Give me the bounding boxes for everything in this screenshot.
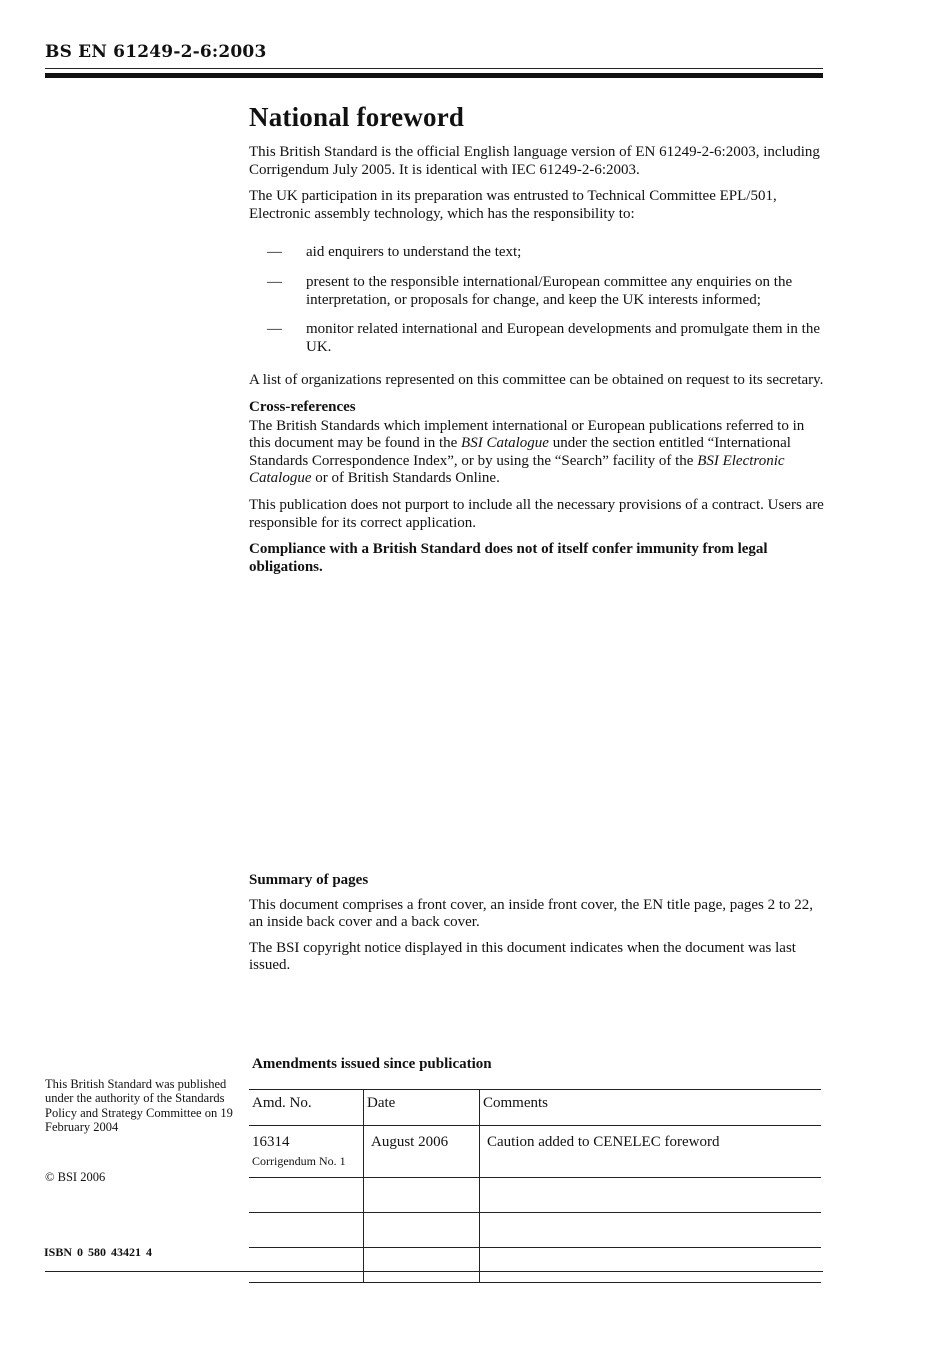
copyright-notice: © BSI 2006 (45, 1170, 106, 1184)
summary-paragraph-2: The BSI copyright notice displayed in this document indicates when the document was last issued. (249, 939, 796, 974)
table-row (249, 1178, 821, 1213)
empty-cell (249, 1178, 364, 1213)
empty-cell (480, 1213, 822, 1248)
publication-authority (45, 1077, 235, 1135)
header-rule-thick (45, 73, 823, 78)
table-row (249, 1213, 821, 1248)
empty-cell (364, 1248, 480, 1283)
table-row (249, 1126, 821, 1178)
responsibility-list (249, 244, 824, 356)
foreword-section (249, 100, 824, 585)
table-header-row (249, 1090, 821, 1126)
comments-cell: Caution added to CENELEC foreword (480, 1126, 822, 1178)
empty-cell (364, 1178, 480, 1213)
list-item-text: monitor related international and European developments and promulgate them in the UK. (306, 321, 821, 355)
authority-text: This British Standard was published under the authority of the Standards Policy and Strategy Committee on 19 February 2004 (45, 1077, 233, 1135)
summary-heading: Summary of pages (249, 872, 369, 888)
summary-paragraph-1: This document comprises a front cover, an inside front cover, the EN title page, pages 2 to 22, an inside back cover and a back cover. (249, 896, 814, 931)
document-id: BS EN 61249-2-6:2003 (45, 42, 267, 62)
list-item-text: present to the responsible international/European committee any enquiries on the interpretation, or proposals for change, and keep the UK interests informed; (306, 273, 793, 308)
compliance-statement: Compliance with a British Standard does not of itself confer immunity from legal obligations. (249, 541, 768, 575)
amd-no-cell (249, 1126, 364, 1178)
empty-cell (364, 1213, 480, 1248)
crossref-text: or of British Standards Online. (311, 470, 500, 487)
crossref-text: The British Standards which implement international or European publications referred to in this document may be found in the (249, 417, 805, 452)
bsi-electronic-catalogue-title: BSI Electronic Catalogue (249, 452, 785, 487)
foreword-paragraph-4: This publication does not purport to include all the necessary provisions of a contract. Users are responsible for its correct application. (249, 496, 824, 531)
crossref-text: under the section entitled “International Standards Correspondence Index”, or by using the “Search” facility of the (249, 435, 791, 469)
dash-marker: — (267, 273, 282, 290)
date-cell: August 2006 (364, 1126, 480, 1178)
list-item-text: aid enquirers to understand the text; (306, 244, 522, 261)
summary-section (249, 872, 824, 983)
empty-cell (480, 1248, 822, 1283)
table-row (249, 1248, 821, 1283)
crossref-paragraph (249, 418, 824, 488)
footer-rule (45, 1271, 823, 1272)
amd-no: 16314 (252, 1134, 290, 1150)
amendments-title: Amendments issued since publication (252, 1056, 492, 1072)
amendments-table (249, 1089, 821, 1283)
isbn: ISBN 0 580 43421 4 (44, 1245, 153, 1259)
column-header-comments: Comments (480, 1090, 822, 1126)
amd-sub: Corrigendum No. 1 (252, 1154, 346, 1168)
foreword-title: National foreword (249, 102, 465, 132)
bsi-catalogue-title: BSI Catalogue (461, 435, 549, 452)
list-item (249, 274, 824, 309)
foreword-paragraph-2: The UK participation in its preparation was entrusted to Technical Committee EPL/501, Electronic assembly technology, which has the responsibility to: (249, 188, 777, 222)
dash-marker: — (267, 321, 282, 338)
empty-cell (249, 1213, 364, 1248)
empty-cell (480, 1178, 822, 1213)
header-rule-thin (45, 68, 823, 69)
crossref-heading: Cross-references (249, 398, 356, 415)
list-item (249, 321, 824, 356)
column-header-amd-no: Amd. No. (249, 1090, 364, 1126)
empty-cell (249, 1248, 364, 1283)
foreword-paragraph-1: This British Standard is the official English language version of EN 61249-2-6:2003, including Corrigendum July 2005. It is identical with IEC 61249-2-6:2003. (249, 144, 820, 178)
foreword-paragraph-3: A list of organizations represented on this committee can be obtained on request to its secretary. (249, 372, 824, 389)
list-item (249, 244, 824, 262)
dash-marker: — (267, 244, 282, 261)
column-header-date: Date (364, 1090, 480, 1126)
